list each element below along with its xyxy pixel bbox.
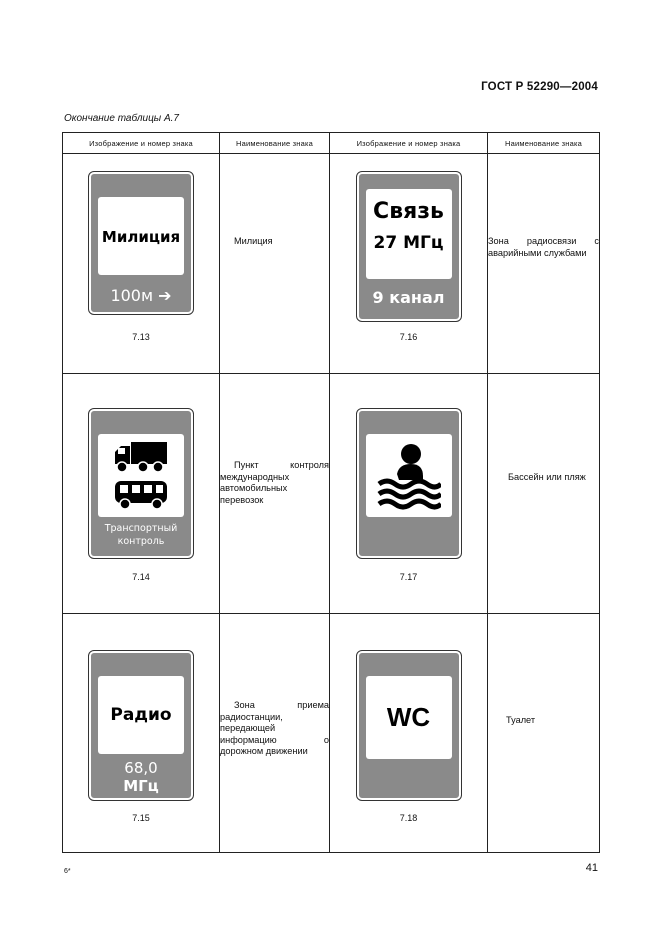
sign-number: 7.18: [399, 813, 418, 823]
sign-sub-text: 68,0: [124, 759, 158, 777]
truck-icon: [113, 440, 169, 474]
sign-7-15: [89, 651, 193, 800]
sign-image-cell: [63, 154, 220, 374]
sign-sub-text: 9 канал: [372, 288, 445, 307]
sign-image-cell: [330, 154, 488, 374]
sign-main-text: Связь: [373, 199, 444, 224]
sign-7-16: [357, 172, 461, 321]
sign-sub-text: контроль: [117, 536, 165, 547]
sign-main-text: WC: [386, 702, 431, 732]
sign-name: Бассейн или пляж: [508, 472, 586, 482]
sign-plate: [98, 434, 184, 517]
sign-name-cell: [488, 614, 600, 853]
sign-number: 7.17: [399, 572, 418, 582]
sign-sub-text: Транспортный: [104, 523, 178, 534]
sign-name: Зона приема радиостанции, передающей информацию о дорожном движении: [220, 700, 329, 756]
sign-plate: [366, 189, 452, 279]
table-row: [63, 154, 600, 374]
sign-7-18: [357, 651, 461, 800]
sign-name: Зона радиосвязи с аварийными службами: [488, 236, 599, 258]
sign-main-text: Милиция: [101, 228, 181, 246]
sign-image-cell: [330, 614, 488, 853]
sign-sub-text: 100м ➔: [110, 286, 172, 305]
page-number: 41: [585, 862, 598, 874]
sign-7-13: [89, 172, 193, 314]
sign-number: 7.13: [132, 332, 150, 342]
sign-sub-text: МГц: [123, 777, 159, 795]
sign-number: 7.16: [399, 332, 418, 342]
sign-name-cell: [220, 614, 330, 853]
page-mark: 6*: [64, 868, 71, 875]
signs-table: [62, 132, 600, 853]
table-header-row: [63, 133, 600, 154]
swimmer-icon: [377, 440, 441, 510]
sign-name-cell: [220, 374, 330, 614]
table-row: [63, 614, 600, 853]
column-header: Изображение и номер знака: [330, 133, 488, 154]
sign-name: Пункт контроля международных автомобильных перевозок: [220, 460, 329, 505]
sign-name: Милиция: [234, 236, 273, 246]
sign-number: 7.14: [132, 572, 150, 582]
column-header: Наименование знака: [488, 133, 600, 154]
sign-name-cell: [488, 374, 600, 614]
sign-main-text: Радио: [110, 705, 172, 725]
sign-image-cell: [63, 374, 220, 614]
standard-code: ГОСТ Р 52290—2004: [481, 81, 598, 93]
sign-main-text: 27 МГц: [373, 233, 444, 253]
sign-name-cell: [220, 154, 330, 374]
sign-number: 7.15: [132, 813, 150, 823]
sign-image-cell: [63, 614, 220, 853]
sign-7-14: [89, 409, 193, 558]
sign-name-cell: [488, 154, 600, 374]
column-header: Изображение и номер знака: [63, 133, 220, 154]
bus-icon: [113, 479, 169, 511]
sign-plate: [98, 676, 184, 754]
sign-name: Туалет: [506, 715, 536, 725]
sign-plate: [366, 676, 452, 759]
table-caption: Окончание таблицы А.7: [64, 113, 179, 124]
sign-plate: [366, 434, 452, 517]
sign-image-cell: [330, 374, 488, 614]
table-row: [63, 374, 600, 614]
sign-plate: [98, 197, 184, 275]
column-header: Наименование знака: [220, 133, 330, 154]
sign-7-17: [357, 409, 461, 558]
